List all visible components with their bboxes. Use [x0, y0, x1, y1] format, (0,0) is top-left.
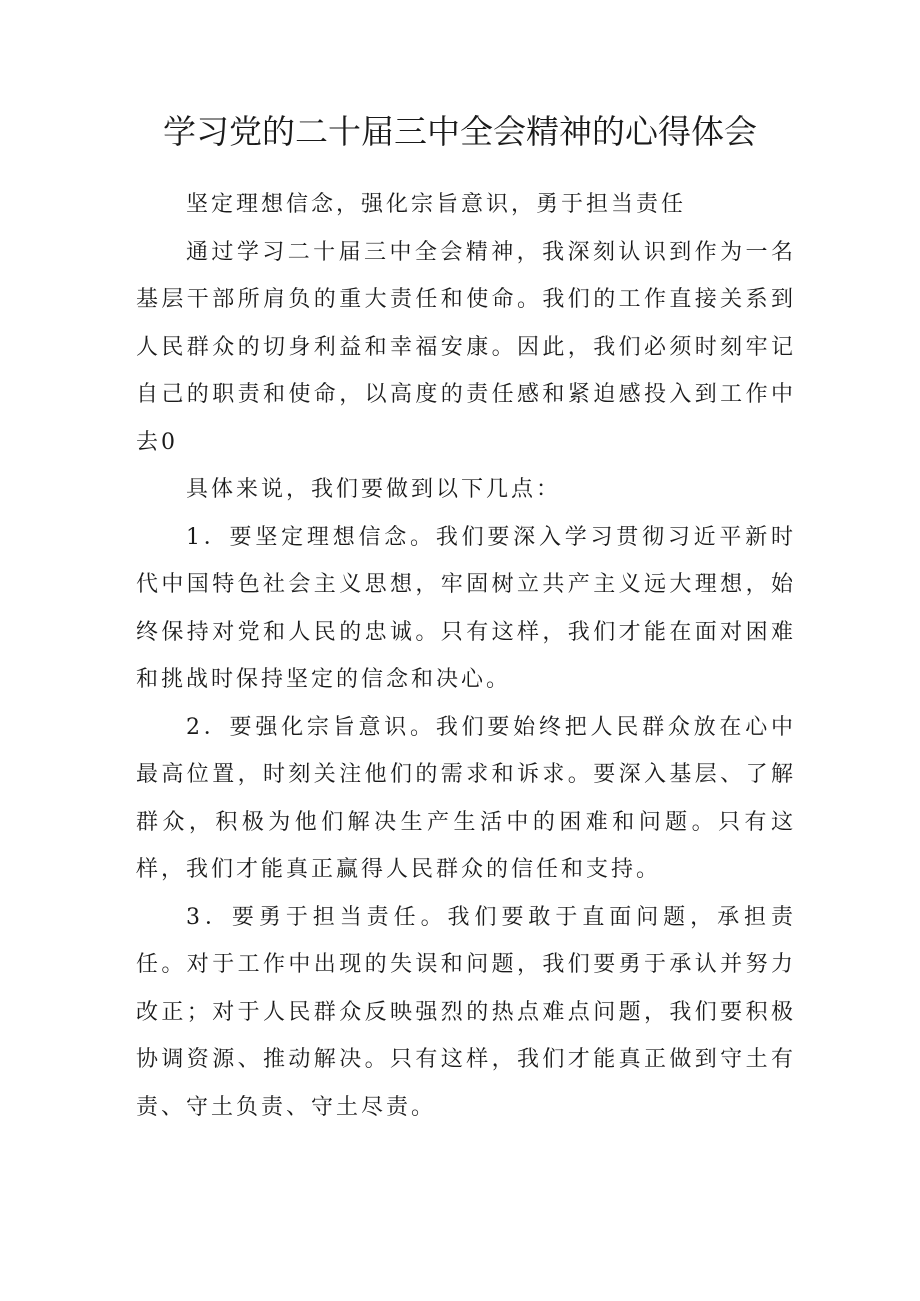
paragraph-point-2: 2．要强化宗旨意识。我们要始终把人民群众放在心中最高位置，时刻关注他们的需求和诉求。要深入基层、了解群众，积极为他们解决生产生活中的困难和问题。只有这样，我们才能真正赢得人民群众的信任和支持。 — [136, 714, 796, 882]
paragraph-intro: 通过学习二十届三中全会精神，我深刻认识到作为一名基层干部所肩负的重大责任和使命。我们的工作直接关系到人民群众的切身利益和幸福安康。因此，我们必须时刻牢记自己的职责和使命，以高度的责任感和紧迫感投入到工作中去0 — [136, 239, 796, 455]
paragraph-point-3: 3．要勇于担当责任。我们要敢于直面问题，承担责任。对于工作中出现的失误和问题，我们要勇于承认并努力改正；对于人民群众反映强烈的热点难点问题，我们要积极协调资源、推动解决。只有这样，我们才能真正做到守土有责、守土负责、守土尽责。 — [136, 904, 796, 1120]
document-body — [136, 181, 796, 1131]
paragraph-point-1: 1．要坚定理想信念。我们要深入学习贯彻习近平新时代中国特色社会主义思想，牢固树立共产主义远大理想，始终保持对党和人民的忠诚。只有这样，我们才能在面对困难和挑战时保持坚定的信念和决心。 — [136, 524, 796, 692]
document-title: 学习党的二十届三中全会精神的心得体会 — [163, 112, 757, 151]
paragraph-subtitle: 坚定理想信念，强化宗旨意识，勇于担当责任 — [186, 192, 687, 217]
paragraph-lead: 具体来说，我们要做到以下几点： — [186, 477, 562, 502]
